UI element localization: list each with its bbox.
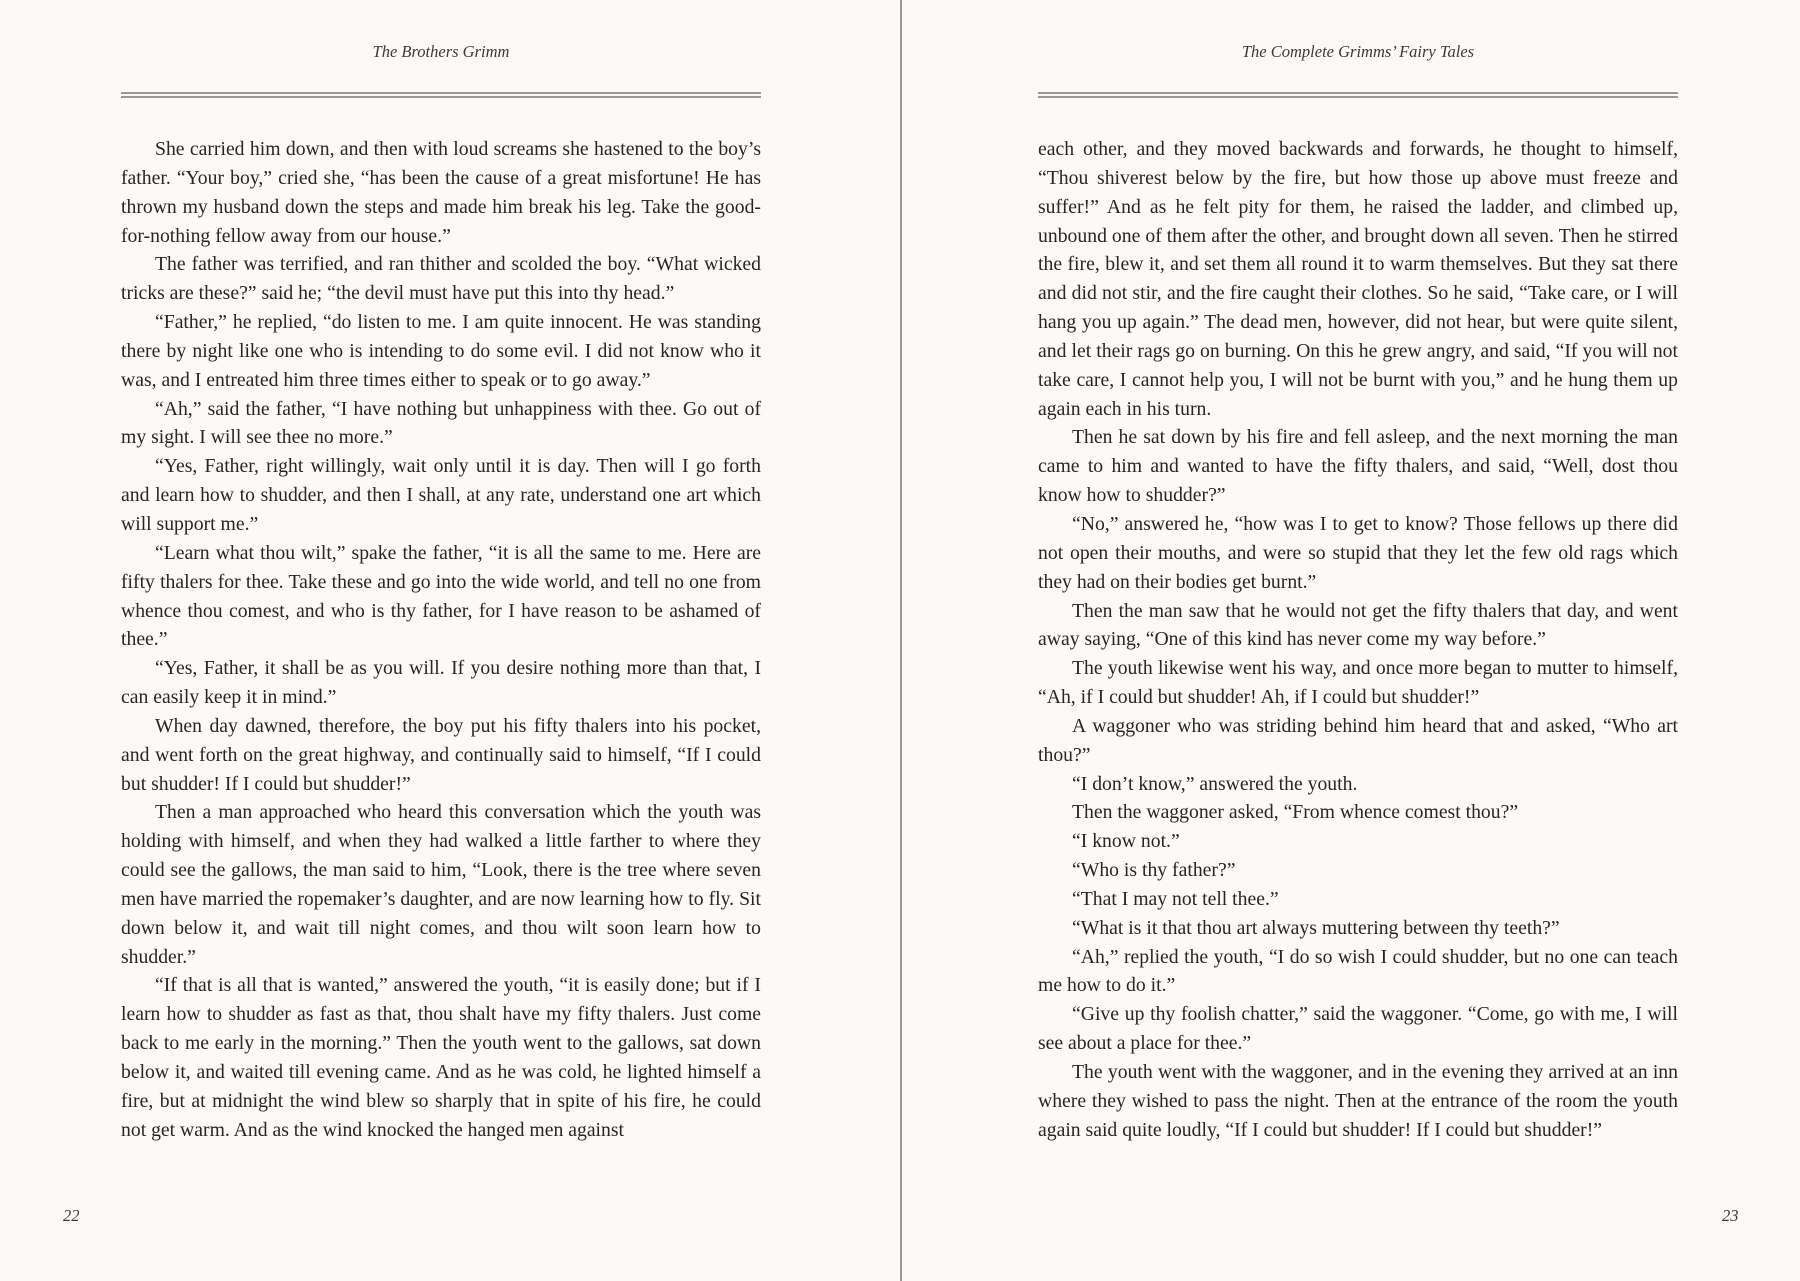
paragraph: “Ah,” replied the youth, “I do so wish I could shudder, but no one can teach me how to do it.” — [1038, 945, 1678, 997]
paragraph: Then he sat down by his fire and fell asleep, and the next morning the man came to him and wanted to have the fifty thalers, and said, “Well, dost thou know how to shudder?” — [1038, 426, 1678, 507]
running-head-right: The Complete Grimms’ Fairy Tales — [1241, 42, 1475, 61]
paragraph: Then a man approached who heard this conversation which the youth was holding with himself, and when they had walked a little farther to where they could see the gallows, the man said to him, “Look, there is the tree where seven men have married the ropemaker’s daughter, and are now learning how to fly. Sit down below it, and wait till night comes, and thou wilt soon learn how to shudder.” — [121, 801, 761, 968]
paragraph: The father was terrified, and ran thither and scolded the boy. “What wicked tricks are these?” said he; “the devil must have put this into thy head.” — [121, 253, 761, 305]
paragraph: “Ah,” said the father, “I have nothing but unhappiness with thee. Go out of my sight. I will see thee no more.” — [121, 397, 761, 449]
left-page — [63, 0, 761, 1281]
page-number-left: 22 — [63, 1206, 80, 1225]
header-rule-right — [1038, 92, 1678, 98]
paragraph: “I don’t know,” answered the youth. — [1072, 772, 1358, 795]
right-page-text — [1038, 135, 1678, 1145]
header-rule-left — [121, 92, 761, 98]
paragraph: “No,” answered he, “how was I to get to know? Those fellows up there did not open their mouths, and were so stupid that they let the few old rags which they had on their bodies get burnt.” — [1038, 512, 1678, 593]
paragraph: “Who is thy father?” — [1072, 859, 1236, 882]
paragraph: “Father,” he replied, “do listen to me. I am quite innocent. He was standing there by night like one who is intending to do some evil. I did not know who it was, and I entreated him three times either to speak or to go away.” — [121, 311, 761, 391]
gutter-line — [900, 0, 902, 1281]
paragraph: A waggoner who was striding behind him heard that and asked, “Who art thou?” — [1038, 714, 1678, 766]
paragraph: “That I may not tell thee.” — [1072, 887, 1279, 910]
paragraph: When day dawned, therefore, the boy put his fifty thalers into his pocket, and went forth on the great highway, and continually said to himself, “If I could but shudder! If I could but shudder!” — [121, 714, 761, 795]
paragraph: “Learn what thou wilt,” spake the father, “it is all the same to me. Here are fifty thalers for thee. Take these and go into the wide world, and tell no one from whence thou comest, and who is thy father, for I have reason to be ashamed of thee.” — [121, 541, 761, 651]
paragraph: Then the waggoner asked, “From whence comest thou?” — [1072, 801, 1519, 824]
paragraph: “If that is all that is wanted,” answered the youth, “it is easily done; but if I learn how to shudder as fast as that, thou shalt have my fifty thalers. Just come back to me early in the morning.” Then the youth went to the gallows, sat down below it, and waited till evening came. And as he was cold, he lighted himself a fire, but at midnight the wind blew so sharply that in spite of his fire, he could not get warm. And as the wind knocked the hanged men against — [121, 974, 761, 1141]
paragraph: “What is it that thou art always muttering between thy teeth?” — [1072, 916, 1560, 939]
right-page — [1038, 0, 1739, 1281]
left-page-text — [121, 135, 761, 1145]
running-head-left: The Brothers Grimm — [372, 42, 510, 61]
paragraph: The youth likewise went his way, and once more began to mutter to himself, “Ah, if I could but shudder! Ah, if I could but shudder!” — [1038, 657, 1678, 709]
paragraph: “Give up thy foolish chatter,” said the waggoner. “Come, go with me, I will see about a place for thee.” — [1038, 1003, 1678, 1055]
paragraph-continuation: each other, and they moved backwards and forwards, he thought to himself, “Thou shiverest below by the fire, but how those up above must freeze and suffer!” And as he felt pity for them, he raised the ladder, and climbed up, unbound one of them after the other, and brought down all seven. Then he stirred the fire, blew it, and set them all round it to warm themselves. But they sat there and did not stir, and the fire caught their clothes. So he said, “Take care, or I will hang you up again.” The dead men, however, did not hear, but were quite silent, and let their rags go on burning. On this he grew angry, and said, “If you will not take care, I cannot help you, I will not be burnt with you,” and he hung them up again each in his turn. — [1038, 138, 1678, 420]
paragraph: Then the man saw that he would not get the fifty thalers that day, and went away saying, “One of this kind has never come my way before.” — [1038, 599, 1678, 651]
paragraph: “Yes, Father, it shall be as you will. If you desire nothing more than that, I can easily keep it in mind.” — [121, 657, 761, 709]
paragraph: “I know not.” — [1072, 830, 1180, 853]
page-number-right: 23 — [1722, 1206, 1739, 1225]
paragraph: She carried him down, and then with loud screams she hastened to the boy’s father. “Your boy,” cried she, “has been the cause of a great misfortune! He has thrown my husband down the steps and made him break his leg. Take the good-for-nothing fellow away from our house.” — [121, 138, 761, 247]
paragraph: “Yes, Father, right willingly, wait only until it is day. Then will I go forth and learn how to shudder, and then I shall, at any rate, understand one art which will support me.” — [121, 455, 761, 535]
paragraph: The youth went with the waggoner, and in the evening they arrived at an inn where they wished to pass the night. Then at the entrance of the room the youth again said quite loudly, “If I could but shudder! If I could but shudder!” — [1038, 1061, 1678, 1141]
